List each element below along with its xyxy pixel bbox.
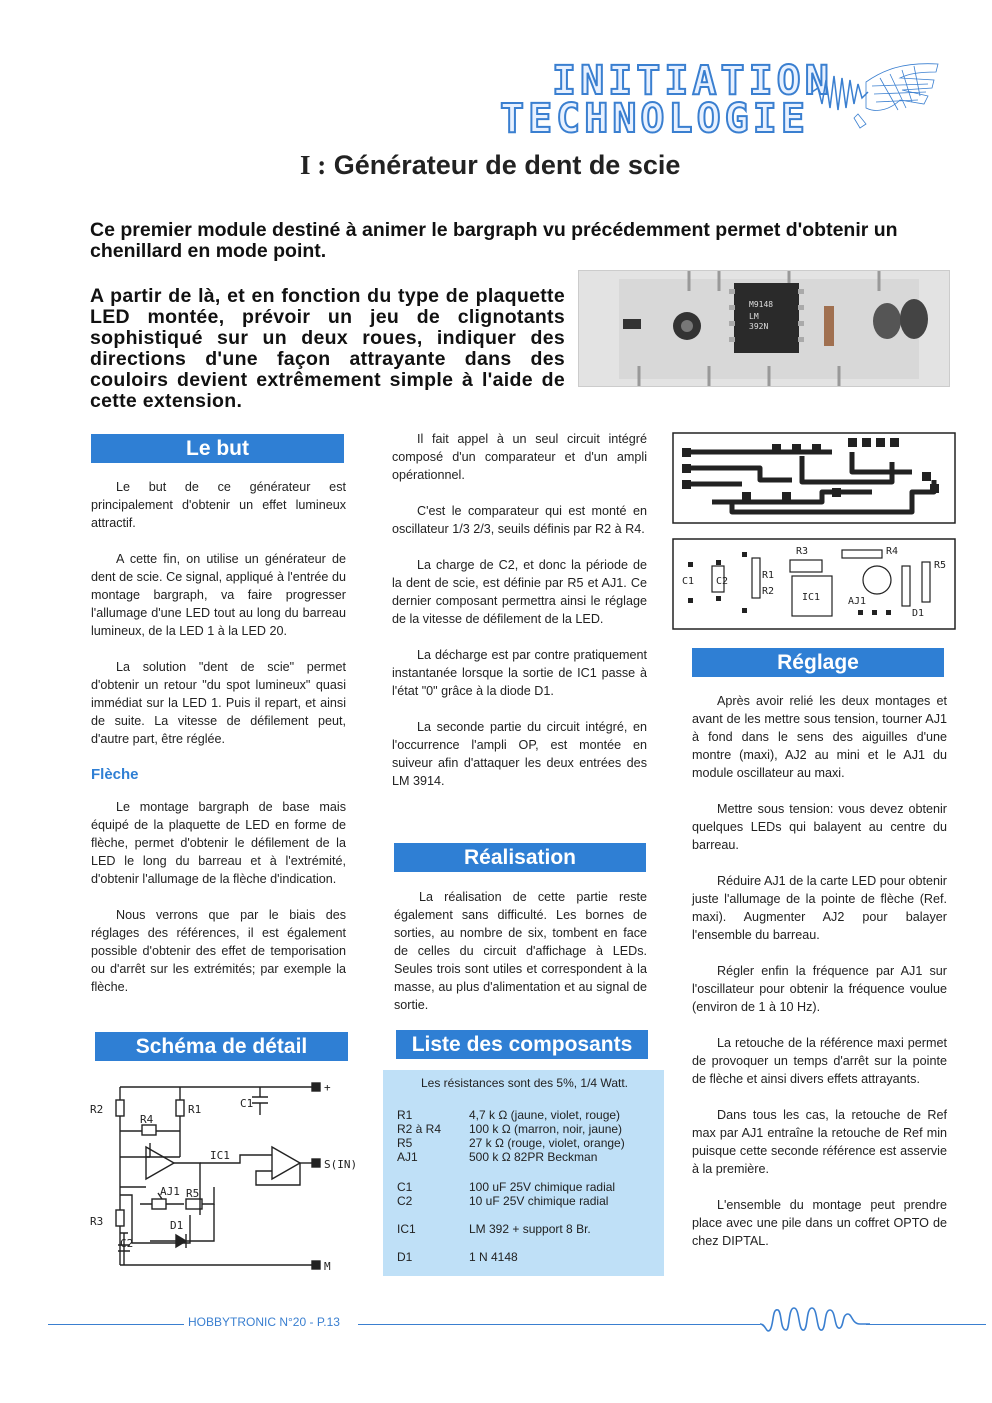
pcb-c2: C2 <box>716 576 729 587</box>
title-roman: I : <box>300 150 327 180</box>
schem-plus: + <box>324 1081 331 1094</box>
components-head: Les résistances sont des 5%, 1/4 Watt. <box>421 1076 628 1090</box>
footer-text: HOBBYTRONIC N°20 - P.13 <box>188 1315 340 1329</box>
pcb-c1: C1 <box>682 576 695 587</box>
chip-label-2: LM <box>749 312 759 321</box>
col2-paragraph-2: C'est le comparateur qui est monté en oscillateur 1/3 2/3, seuils définis par R2 à R4. <box>392 504 647 536</box>
col3-paragraph-7: L'ensemble du montage peut prendre place avec une pile dans un coffret OPTO de chez DIPTAL. <box>692 1198 947 1248</box>
col3-paragraph-5: La retouche de la référence maxi permet de provoquer un temps d'arrêt sur la pointe de flèche et ainsi divers effets attrayants. <box>692 1036 947 1086</box>
pcb-r1: R1 <box>762 570 775 581</box>
col2-paragraph-1: Il fait appel à un seul circuit intégré composé d'un comparateur et d'un ampli opérationnel. <box>392 432 647 482</box>
pcb-r5: R5 <box>934 560 947 571</box>
pcb-r4: R4 <box>886 546 899 557</box>
footer-line-far-right <box>866 1324 986 1325</box>
schem-m: M <box>324 1260 331 1273</box>
column-2-text <box>392 430 647 808</box>
pcb-track-layout <box>672 432 956 524</box>
schem-r1: R1 <box>188 1103 202 1116</box>
footer-waveform-icon <box>760 1300 870 1340</box>
components-list <box>383 1070 664 1276</box>
col3-paragraph-6: Dans tous les cas, la retouche de Ref max par AJ1 entraîne la retouche de Ref min puisque cette seconde référence est asservie à la première. <box>692 1108 947 1176</box>
col1-paragraph-4: Le montage bargraph de base mais équipé de la plaquette de LED en forme de flèche, permet d'obtenir le défilement de la LED le long du barreau et à l'extrémité, d'obtenir l'allumage de la flèche d'indication. <box>91 800 346 886</box>
col1-paragraph-2: A cette fin, on utilise un générateur de dent de scie. Ce signal, appliqué à l'entrée du montage bargraph, va faire progresser l'allumage d'une LED tout au long du barreau lumineux, de la LED 1 à la LED 20. <box>91 552 346 638</box>
component-row: IC1 LM 392 + support 8 Br. <box>397 1222 591 1236</box>
col1-paragraph-5: Nous verrons que par le biais des réglages des références, il est également possible d'obtenir des effet de temporisation ou d'arrêt sur les extrémités; par exemple la flèche. <box>91 908 346 994</box>
col3-paragraph-4: Régler enfin la fréquence par AJ1 sur l'oscillateur pour obtenir la fréquence voulue (environ de 1 à 10 Hz). <box>692 964 947 1014</box>
logo-line1: INITIATION <box>552 58 833 104</box>
component-row: R5 27 k Ω (rouge, violet, orange) <box>397 1136 625 1150</box>
col3-paragraph-1: Après avoir relié les deux montages et avant de les mettre sous tension, tourner AJ1 à fond dans le sens des aiguilles d'une montre (maxi), AJ2 au mini et le AJ1 du module oscillateur au maxi. <box>692 694 947 780</box>
column-2-text-b <box>394 888 647 1032</box>
col1-paragraph-1: Le but de ce générateur est principalement d'obtenir un effet lumineux attractif. <box>91 480 346 530</box>
circuit-schematic <box>80 1075 370 1285</box>
component-row: R2 à R4 100 k Ω (marron, noir, jaune) <box>397 1122 623 1136</box>
logo-line2: TECHNOLOGIE <box>500 96 809 142</box>
col2-paragraph-5: La seconde partie du circuit intégré, en l'occurrence l'ampli OP, est montée en suiveur afin d'attaquer les deux entrées des LM 3914. <box>392 720 647 788</box>
pcb-component-layout <box>672 538 956 630</box>
chip-label-1: M9148 <box>749 300 774 309</box>
schem-r3: R3 <box>90 1215 104 1228</box>
schem-aj1: AJ1 <box>160 1185 180 1198</box>
header-logo <box>500 58 833 142</box>
column-3-text <box>692 692 947 1268</box>
pcb-d1: D1 <box>912 608 925 619</box>
col2-paragraph-6: La réalisation de cette partie reste également sans difficulté. Les bornes de sorties, au nombre de six, tombent en face de celles du circuit d'affichage à LEDs. Seules trois sont utiles et correspondent à la masse, au plus d'alimentation et au signal de sortie. <box>394 890 647 1012</box>
heading-reglage: Réglage <box>692 648 944 677</box>
col2-paragraph-4: La décharge est par contre pratiquement instantanée lorsque la sortie de IC1 passe à l'état "0" grâce à la diode D1. <box>392 648 647 698</box>
col3-paragraph-3: Réduire AJ1 de la carte LED pour obtenir juste l'allumage de la pointe de flèche (Ref. maxi). Augmenter AJ2 pour balayer l'ensemble du barreau. <box>692 874 947 942</box>
hand-waveform-icon <box>808 52 948 132</box>
heading-realisation: Réalisation <box>394 843 646 872</box>
heading-schema: Schéma de détail <box>95 1032 348 1061</box>
lead-paragraph-1: Ce premier module destiné à animer le bargraph vu précédemment permet d'obtenir un chenillard en mode point. <box>90 219 898 262</box>
schem-r2: R2 <box>90 1103 104 1116</box>
heading-le-but: Le but <box>91 434 344 463</box>
component-row: D1 1 N 4148 <box>397 1250 518 1264</box>
circuit-board-image <box>579 271 949 386</box>
schem-d1: D1 <box>170 1219 184 1232</box>
component-row: C1 100 uF 25V chimique radial <box>397 1180 616 1194</box>
schem-sin: S(IN) <box>324 1158 358 1171</box>
pcb-aj1: AJ1 <box>848 596 867 607</box>
col2-paragraph-3: La charge de C2, et donc la période de la dent de scie, est définie par R5 et AJ1. Ce dernier composant permettra ainsi le réglage de la vitesse de défilement de la LED. <box>392 558 647 626</box>
footer-line-left <box>48 1324 184 1325</box>
col1-paragraph-3: La solution "dent de scie" permet d'obtenir un retour "du spot lumineux" quasi immédiat sur la LED 1. Puis il repart, et ainsi de suite. La vitesse de défilement peut, d'autre part, être réglée. <box>91 660 346 746</box>
module-photo <box>578 270 950 387</box>
schem-ic1: IC1 <box>210 1149 230 1162</box>
component-row: AJ1 500 k Ω 82PR Beckman <box>397 1150 598 1164</box>
component-row: R1 4,7 k Ω (jaune, violet, rouge) <box>397 1108 621 1122</box>
subheading-fleche: Flèche <box>91 766 139 783</box>
schem-c2: C2 <box>120 1237 134 1250</box>
pcb-r2: R2 <box>762 586 775 597</box>
pcb-ic1: IC1 <box>802 592 821 603</box>
heading-liste-composants: Liste des composants <box>396 1030 648 1059</box>
page-title <box>300 150 680 181</box>
schem-r4: R4 <box>140 1113 154 1126</box>
schem-r5: R5 <box>186 1187 200 1200</box>
title-text: Générateur de dent de scie <box>326 150 681 180</box>
column-1-text <box>91 478 346 1014</box>
col3-paragraph-2: Mettre sous tension: vous devez obtenir quelques LEDs qui balayent au centre du barreau. <box>692 802 947 852</box>
component-row: C2 10 uF 25V chimique radial <box>397 1194 609 1208</box>
lead-paragraph-2: A partir de là, et en fonction du type de plaquette LED montée, prévoir un jeu de clignotants sophistiqué sur un deux roues, indiquer des directions d'une façon attrayante dans des couloirs devient extrêmement simple à l'aide de cette extension. <box>90 285 565 412</box>
schem-c1: C1 <box>240 1097 254 1110</box>
footer-line-right <box>358 1324 760 1325</box>
chip-label-3: 392N <box>749 322 769 331</box>
pcb-r3: R3 <box>796 546 809 557</box>
